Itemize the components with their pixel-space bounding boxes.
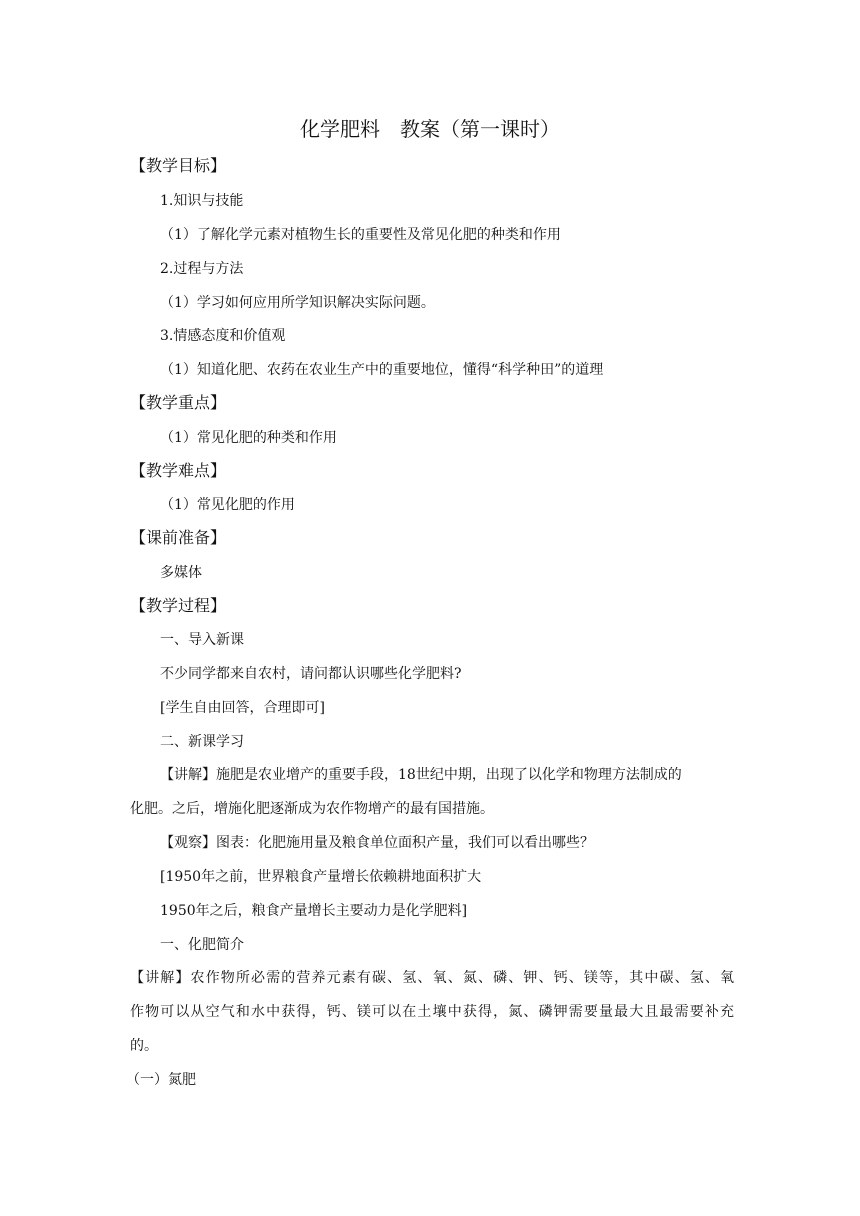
process-line-13: 的。 [130,1038,158,1054]
goals-line-2: （1）了解化学元素对植物生长的重要性及常见化肥的种类和作用 [160,227,561,243]
goals-line-3: 2.过程与方法 [160,261,244,277]
process-line-10: 一、化肥简介 [160,937,244,953]
process-line-6: 化肥。之后，增施化肥逐渐成为农作物增产的最有国措施。 [130,801,494,817]
process-line-12: 作物可以从空气和水中获得，钙、镁可以在土壤中获得，氮、磷钾需要量最大且最需要补充 [130,1004,734,1020]
process-line-11: 【讲解】农作物所必需的营养元素有碳、氢、氧、氮、磷、钾、钙、镁等，其中碳、氢、氧 [130,970,734,986]
goals-heading: 【教学目标】 [130,156,227,175]
difficulties-line-1: （1）常见化肥的作用 [160,497,295,513]
page-title: 化学肥料 教案（第一课时） [300,117,560,141]
process-line-9: 1950年之后，粮食产量增长主要动力是化学肥料] [160,903,468,919]
process-line-5: 【讲解】施肥是农业增产的重要手段，18世纪中期，出现了以化学和物理方法制成的 [160,767,682,783]
goals-line-4: （1）学习如何应用所学知识解决实际问题。 [160,295,435,311]
process-line-2: 不少同学都来自农村，请问都认识哪些化学肥料? [160,666,462,682]
difficulties-heading: 【教学难点】 [130,461,227,480]
preparation-line-1: 多媒体 [160,565,202,581]
process-line-7: 【观察】图表：化肥施用量及粮食单位面积产量，我们可以看出哪些？ [160,835,594,851]
key-points-line-1: （1）常见化肥的种类和作用 [160,430,337,446]
preparation-heading: 【课前准备】 [130,528,227,547]
goals-line-5: 3.情感态度和价值观 [160,328,286,344]
process-line-14: （一）氮肥 [126,1072,196,1088]
process-line-8: [1950年之前，世界粮食产量增长依赖耕地面积扩大 [160,869,482,885]
goals-line-6: （1）知道化肥、农药在农业生产中的重要地位，懂得“科学种田”的道理 [160,362,604,378]
process-line-4: 二、新课学习 [160,734,244,750]
key-points-heading: 【教学重点】 [130,393,227,412]
process-line-3: [学生自由回答，合理即可] [160,700,325,716]
process-heading: 【教学过程】 [130,596,227,615]
process-line-1: 一、导入新课 [160,632,244,648]
goals-line-1: 1.知识与技能 [160,193,244,209]
